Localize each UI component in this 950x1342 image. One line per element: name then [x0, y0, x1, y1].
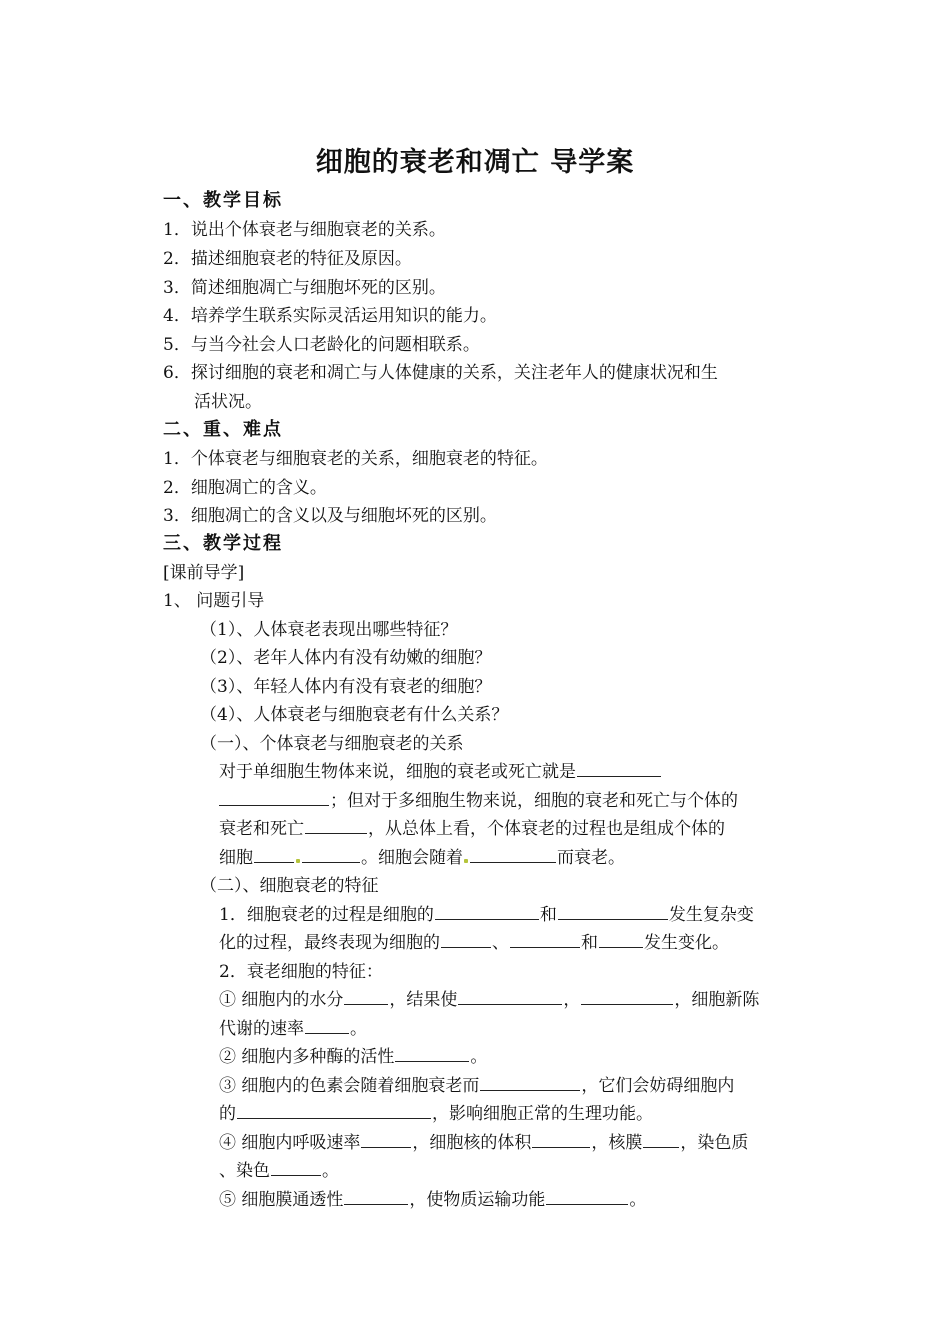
fill-blank[interactable]	[532, 1132, 590, 1148]
question-3: （3）、年轻人体内有没有衰老的细胞？	[200, 677, 492, 697]
part1-line-3	[219, 818, 725, 840]
part1-line-2	[219, 790, 738, 812]
page-title: 细胞的衰老和凋亡 导学案	[315, 147, 635, 178]
part1-text: 细胞	[219, 848, 253, 868]
fill-blank[interactable]	[581, 989, 673, 1005]
fill-blank[interactable]	[344, 989, 388, 1005]
goal-item-1: 1．说出个体衰老与细胞衰老的关系。	[163, 220, 446, 240]
part2-heading: （二）、细胞衰老的特征	[200, 876, 379, 896]
feature-4-cont	[219, 1160, 339, 1182]
feature-text: ，细胞新陈	[674, 990, 760, 1010]
fill-blank[interactable]	[577, 761, 661, 777]
fill-blank[interactable]	[510, 932, 580, 948]
part1-text: 衰老和死亡	[219, 819, 304, 839]
feature-text: 。	[629, 1190, 647, 1210]
fill-blank[interactable]	[302, 847, 360, 863]
feature-5	[219, 1189, 646, 1211]
part1-line-4	[219, 847, 625, 869]
key-point-3: 3．细胞凋亡的含义以及与细胞坏死的区别。	[163, 506, 497, 526]
fill-blank[interactable]	[237, 1103, 431, 1119]
part2-line-2	[219, 932, 729, 954]
part1-text: 而衰老。	[557, 848, 625, 868]
fill-blank[interactable]	[599, 932, 643, 948]
feature-2	[219, 1046, 487, 1068]
section-heading-goals: 一、教学目标	[163, 190, 283, 211]
part1-text: 对于单细胞生物体来说，细胞的衰老或死亡就是	[219, 762, 576, 782]
feature-text: ② 细胞内多种酶的活性	[219, 1047, 395, 1067]
feature-text: ，使物质运输功能	[409, 1190, 546, 1210]
part2-text: 、	[492, 933, 509, 953]
fill-blank[interactable]	[435, 904, 539, 920]
feature-text: 。	[470, 1047, 488, 1067]
mark-dot-icon	[464, 859, 468, 863]
goal-item-6: 6．探讨细胞的衰老和凋亡与人体健康的关系，关注老年人的健康状况和生	[163, 363, 718, 383]
part1-text: ，从总体上看，个体衰老的过程也是组成个体的	[368, 819, 725, 839]
part1-text: 。细胞会随着	[361, 848, 463, 868]
feature-text: 。	[322, 1161, 339, 1181]
key-point-1: 1．个体衰老与细胞衰老的关系，细胞衰老的特征。	[163, 449, 548, 469]
part1-text: ；但对于多细胞生物来说，细胞的衰老和死亡与个体的	[330, 791, 738, 811]
fill-blank[interactable]	[219, 790, 329, 806]
goal-item-5: 5．与当今社会人口老龄化的问题相联系。	[163, 335, 480, 355]
part2-text: 发生复杂变	[668, 905, 754, 925]
feature-text: ③ 细胞内的色素会随着细胞衰老而	[219, 1076, 480, 1096]
feature-text: 。	[350, 1019, 367, 1039]
feature-text: ，	[563, 990, 581, 1010]
part2-text: 1．细胞衰老的过程是细胞的	[219, 905, 434, 925]
question-guide-heading: 1、 问题引导	[163, 591, 265, 611]
section-heading-key-points: 二、重、难点	[163, 419, 283, 440]
fill-blank[interactable]	[344, 1189, 408, 1205]
fill-blank[interactable]	[546, 1189, 628, 1205]
feature-text: 、染色	[219, 1161, 270, 1181]
question-2: （2）、老年人体内有没有幼嫩的细胞？	[200, 648, 492, 668]
goal-item-6-cont: 活状况。	[194, 392, 262, 412]
goal-item-3: 3．简述细胞凋亡与细胞坏死的区别。	[163, 278, 446, 298]
fill-blank[interactable]	[361, 1132, 411, 1148]
feature-text: 的	[219, 1104, 236, 1124]
part1-heading: （一）、个体衰老与细胞衰老的关系	[200, 734, 464, 754]
fill-blank[interactable]	[480, 1075, 580, 1091]
key-point-2: 2．细胞凋亡的含义。	[163, 478, 327, 498]
part2-text: 发生变化。	[644, 933, 729, 953]
feature-1	[219, 989, 759, 1011]
fill-blank[interactable]	[441, 932, 491, 948]
feature-text: ，细胞核的体积	[412, 1133, 532, 1153]
feature-text: ，影响细胞正常的生理功能。	[432, 1104, 653, 1124]
feature-text: ，核膜	[591, 1133, 643, 1153]
fill-blank[interactable]	[470, 847, 556, 863]
goal-item-2: 2．描述细胞衰老的特征及原因。	[163, 249, 412, 269]
feature-text: ，染色质	[680, 1133, 749, 1153]
fill-blank[interactable]	[558, 904, 668, 920]
part2-text: 和	[581, 933, 598, 953]
part2-text: 化的过程，最终表现为细胞的	[219, 933, 440, 953]
fill-blank[interactable]	[643, 1132, 679, 1148]
feature-1-cont	[219, 1018, 367, 1040]
part2-text: 和	[539, 905, 557, 925]
part2-line-3: 2．衰老细胞的特征：	[219, 962, 383, 982]
fill-blank[interactable]	[305, 1018, 349, 1034]
fill-blank[interactable]	[395, 1046, 469, 1062]
feature-4	[219, 1132, 748, 1154]
part1-line-1	[219, 761, 662, 783]
fill-blank[interactable]	[271, 1160, 321, 1176]
question-1: （1）、人体衰老表现出哪些特征？	[200, 620, 458, 640]
fill-blank[interactable]	[458, 989, 562, 1005]
fill-blank[interactable]	[305, 818, 367, 834]
feature-text: ① 细胞内的水分	[219, 990, 344, 1010]
fill-blank[interactable]	[254, 847, 294, 863]
goal-item-4: 4．培养学生联系实际灵活运用知识的能力。	[163, 306, 497, 326]
feature-text: ，结果使	[389, 990, 458, 1010]
feature-text: ，它们会妨碍细胞内	[581, 1076, 735, 1096]
section-heading-process: 三、教学过程	[163, 533, 283, 554]
feature-3	[219, 1075, 734, 1097]
feature-text: 代谢的速率	[219, 1019, 304, 1039]
question-4: （4）、人体衰老与细胞衰老有什么关系？	[200, 705, 509, 725]
feature-text: ⑤ 细胞膜通透性	[219, 1190, 344, 1210]
feature-text: ④ 细胞内呼吸速率	[219, 1133, 361, 1153]
pre-class-label: [课前导学]	[163, 563, 245, 583]
mark-dot-icon	[296, 859, 300, 863]
part2-line-1	[219, 904, 754, 926]
feature-3-cont	[219, 1103, 653, 1125]
